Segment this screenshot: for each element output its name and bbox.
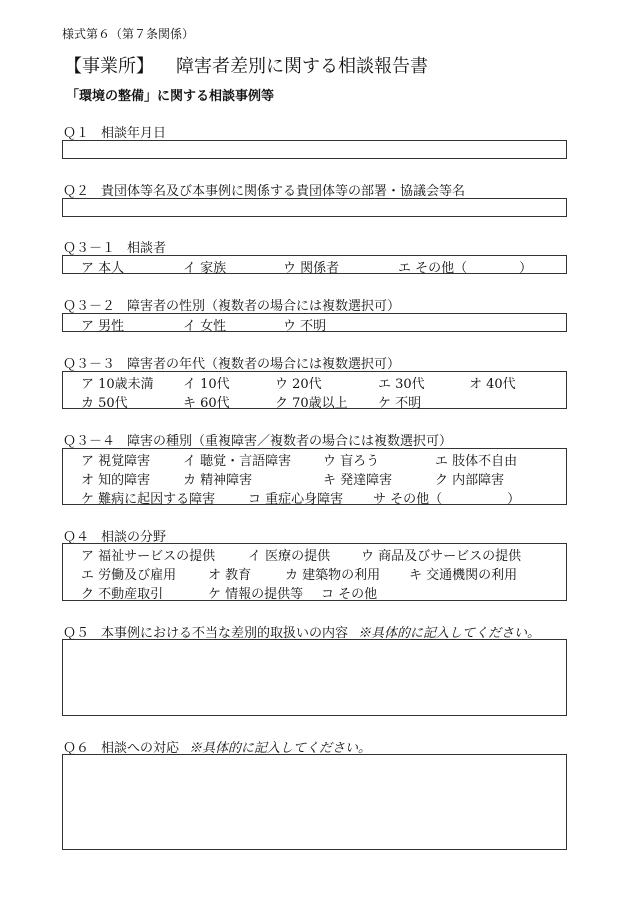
q3-3-option-20s[interactable]: ウ 20代	[275, 377, 322, 392]
q4-option-other[interactable]: コ その他	[321, 587, 378, 602]
q3-2-options-box	[62, 313, 567, 332]
q5-content-field[interactable]	[62, 639, 567, 716]
q4-option-medical[interactable]: イ 医療の提供	[248, 549, 331, 564]
q3-4-option-deafblind[interactable]: ウ 盲ろう	[323, 454, 380, 469]
q2-label: 貴団体等名及び本事例に関係する貴団体等の部署・協議会等名	[101, 184, 466, 199]
q3-3-option-60s[interactable]: キ 60代	[183, 396, 230, 411]
page-subtitle: 「環境の整備」に関する相談事例等	[66, 89, 275, 104]
q1-date-field[interactable]	[62, 140, 567, 159]
q4-option-information[interactable]: ケ 情報の提供等	[208, 587, 304, 602]
q3-3-number: Ｑ３－３	[63, 357, 116, 372]
q3-2-option-female[interactable]: イ 女性	[183, 319, 227, 334]
title-office: 【事業所】	[64, 56, 154, 77]
q3-3-option-10s[interactable]: イ 10代	[183, 377, 230, 392]
q3-1-heading	[63, 237, 166, 256]
q3-4-option-visual[interactable]: ア 視覚障害	[81, 454, 151, 469]
q3-4-option-intellectual[interactable]: オ 知的障害	[81, 473, 151, 488]
q3-2-option-unknown[interactable]: ウ 不明	[283, 319, 327, 334]
q3-1-label: 相談者	[127, 241, 167, 256]
q3-4-option-other[interactable]: サ その他（ ）	[373, 492, 521, 507]
q3-3-heading	[63, 353, 400, 372]
q3-4-option-intractable-disease[interactable]: ケ 難病に起因する障害	[81, 492, 216, 507]
q4-options-box	[62, 543, 567, 601]
q3-4-option-hearing-speech[interactable]: イ 聴覚・言語障害	[183, 454, 292, 469]
q3-4-option-developmental[interactable]: キ 発達障害	[323, 473, 393, 488]
q3-2-option-male[interactable]: ア 男性	[81, 319, 125, 334]
q3-3-option-70plus[interactable]: ク 70歳以上	[275, 396, 348, 411]
page-title	[64, 52, 428, 78]
q3-3-option-30s[interactable]: エ 30代	[378, 377, 425, 392]
q3-4-option-internal[interactable]: ク 内部障害	[435, 473, 505, 488]
q3-4-option-mental[interactable]: カ 精神障害	[183, 473, 253, 488]
q3-3-option-50s[interactable]: カ 50代	[81, 396, 128, 411]
q3-3-option-under10[interactable]: ア 10歳未満	[81, 377, 154, 392]
q6-note: ※具体的に記入してください。	[189, 741, 372, 756]
q3-4-heading	[63, 430, 452, 449]
q4-label: 相談の分野	[101, 530, 167, 545]
q3-3-label: 障害者の年代（複数者の場合には複数選択可）	[127, 357, 401, 372]
q3-1-number: Ｑ３－１	[63, 241, 116, 256]
title-report: 障害者差別に関する相談報告書	[176, 56, 428, 77]
q3-1-option-self[interactable]: ア 本人	[81, 261, 125, 276]
q1-number: Ｑ１	[63, 126, 90, 141]
q3-4-option-severe-multiple[interactable]: コ 重症心身障害	[248, 492, 344, 507]
q3-1-option-related[interactable]: ウ 関係者	[283, 261, 340, 276]
q3-1-option-other[interactable]: エ その他（ ）	[398, 261, 533, 276]
q3-2-number: Ｑ３－２	[63, 299, 116, 314]
q4-number: Ｑ４	[63, 530, 90, 545]
q3-2-label: 障害者の性別（複数者の場合には複数選択可）	[127, 299, 401, 314]
q5-note: ※具体的に記入してください。	[358, 626, 541, 641]
q6-number: Ｑ６	[63, 741, 90, 756]
q4-option-education[interactable]: オ 教育	[208, 568, 252, 583]
q2-heading	[63, 180, 465, 199]
q3-1-options-box	[62, 255, 567, 274]
q6-label: 相談への対応	[101, 741, 180, 756]
q3-1-option-family[interactable]: イ 家族	[183, 261, 227, 276]
q4-option-transport[interactable]: キ 交通機関の利用	[409, 568, 518, 583]
q1-label: 相談年月日	[101, 126, 167, 141]
q3-3-options-box	[62, 371, 567, 409]
q2-organization-field[interactable]	[62, 198, 567, 217]
q4-option-buildings[interactable]: カ 建築物の利用	[285, 568, 381, 583]
q3-4-options-box	[62, 448, 567, 505]
q6-response-field[interactable]	[62, 754, 567, 850]
q2-number: Ｑ２	[63, 184, 90, 199]
q4-option-welfare[interactable]: ア 福祉サービスの提供	[81, 549, 216, 564]
q3-4-option-physical[interactable]: エ 肢体不自由	[435, 454, 518, 469]
q3-2-heading	[63, 295, 400, 314]
q4-option-labor[interactable]: エ 労働及び雇用	[81, 568, 177, 583]
q5-label: 本事例における不当な差別的取扱いの内容	[101, 626, 349, 641]
q3-3-option-unknown[interactable]: ケ 不明	[378, 396, 422, 411]
q3-4-number: Ｑ３－４	[63, 434, 116, 449]
q5-number: Ｑ５	[63, 626, 90, 641]
q4-option-real-estate[interactable]: ク 不動産取引	[81, 587, 164, 602]
q1-heading	[63, 122, 166, 141]
q3-3-option-40s[interactable]: オ 40代	[469, 377, 516, 392]
form-number: 様式第６（第７条関係）	[62, 27, 195, 41]
q3-4-label: 障害の種別（重複障害／複数者の場合には複数選択可）	[127, 434, 453, 449]
q4-option-goods-services[interactable]: ウ 商品及びサービスの提供	[361, 549, 522, 564]
